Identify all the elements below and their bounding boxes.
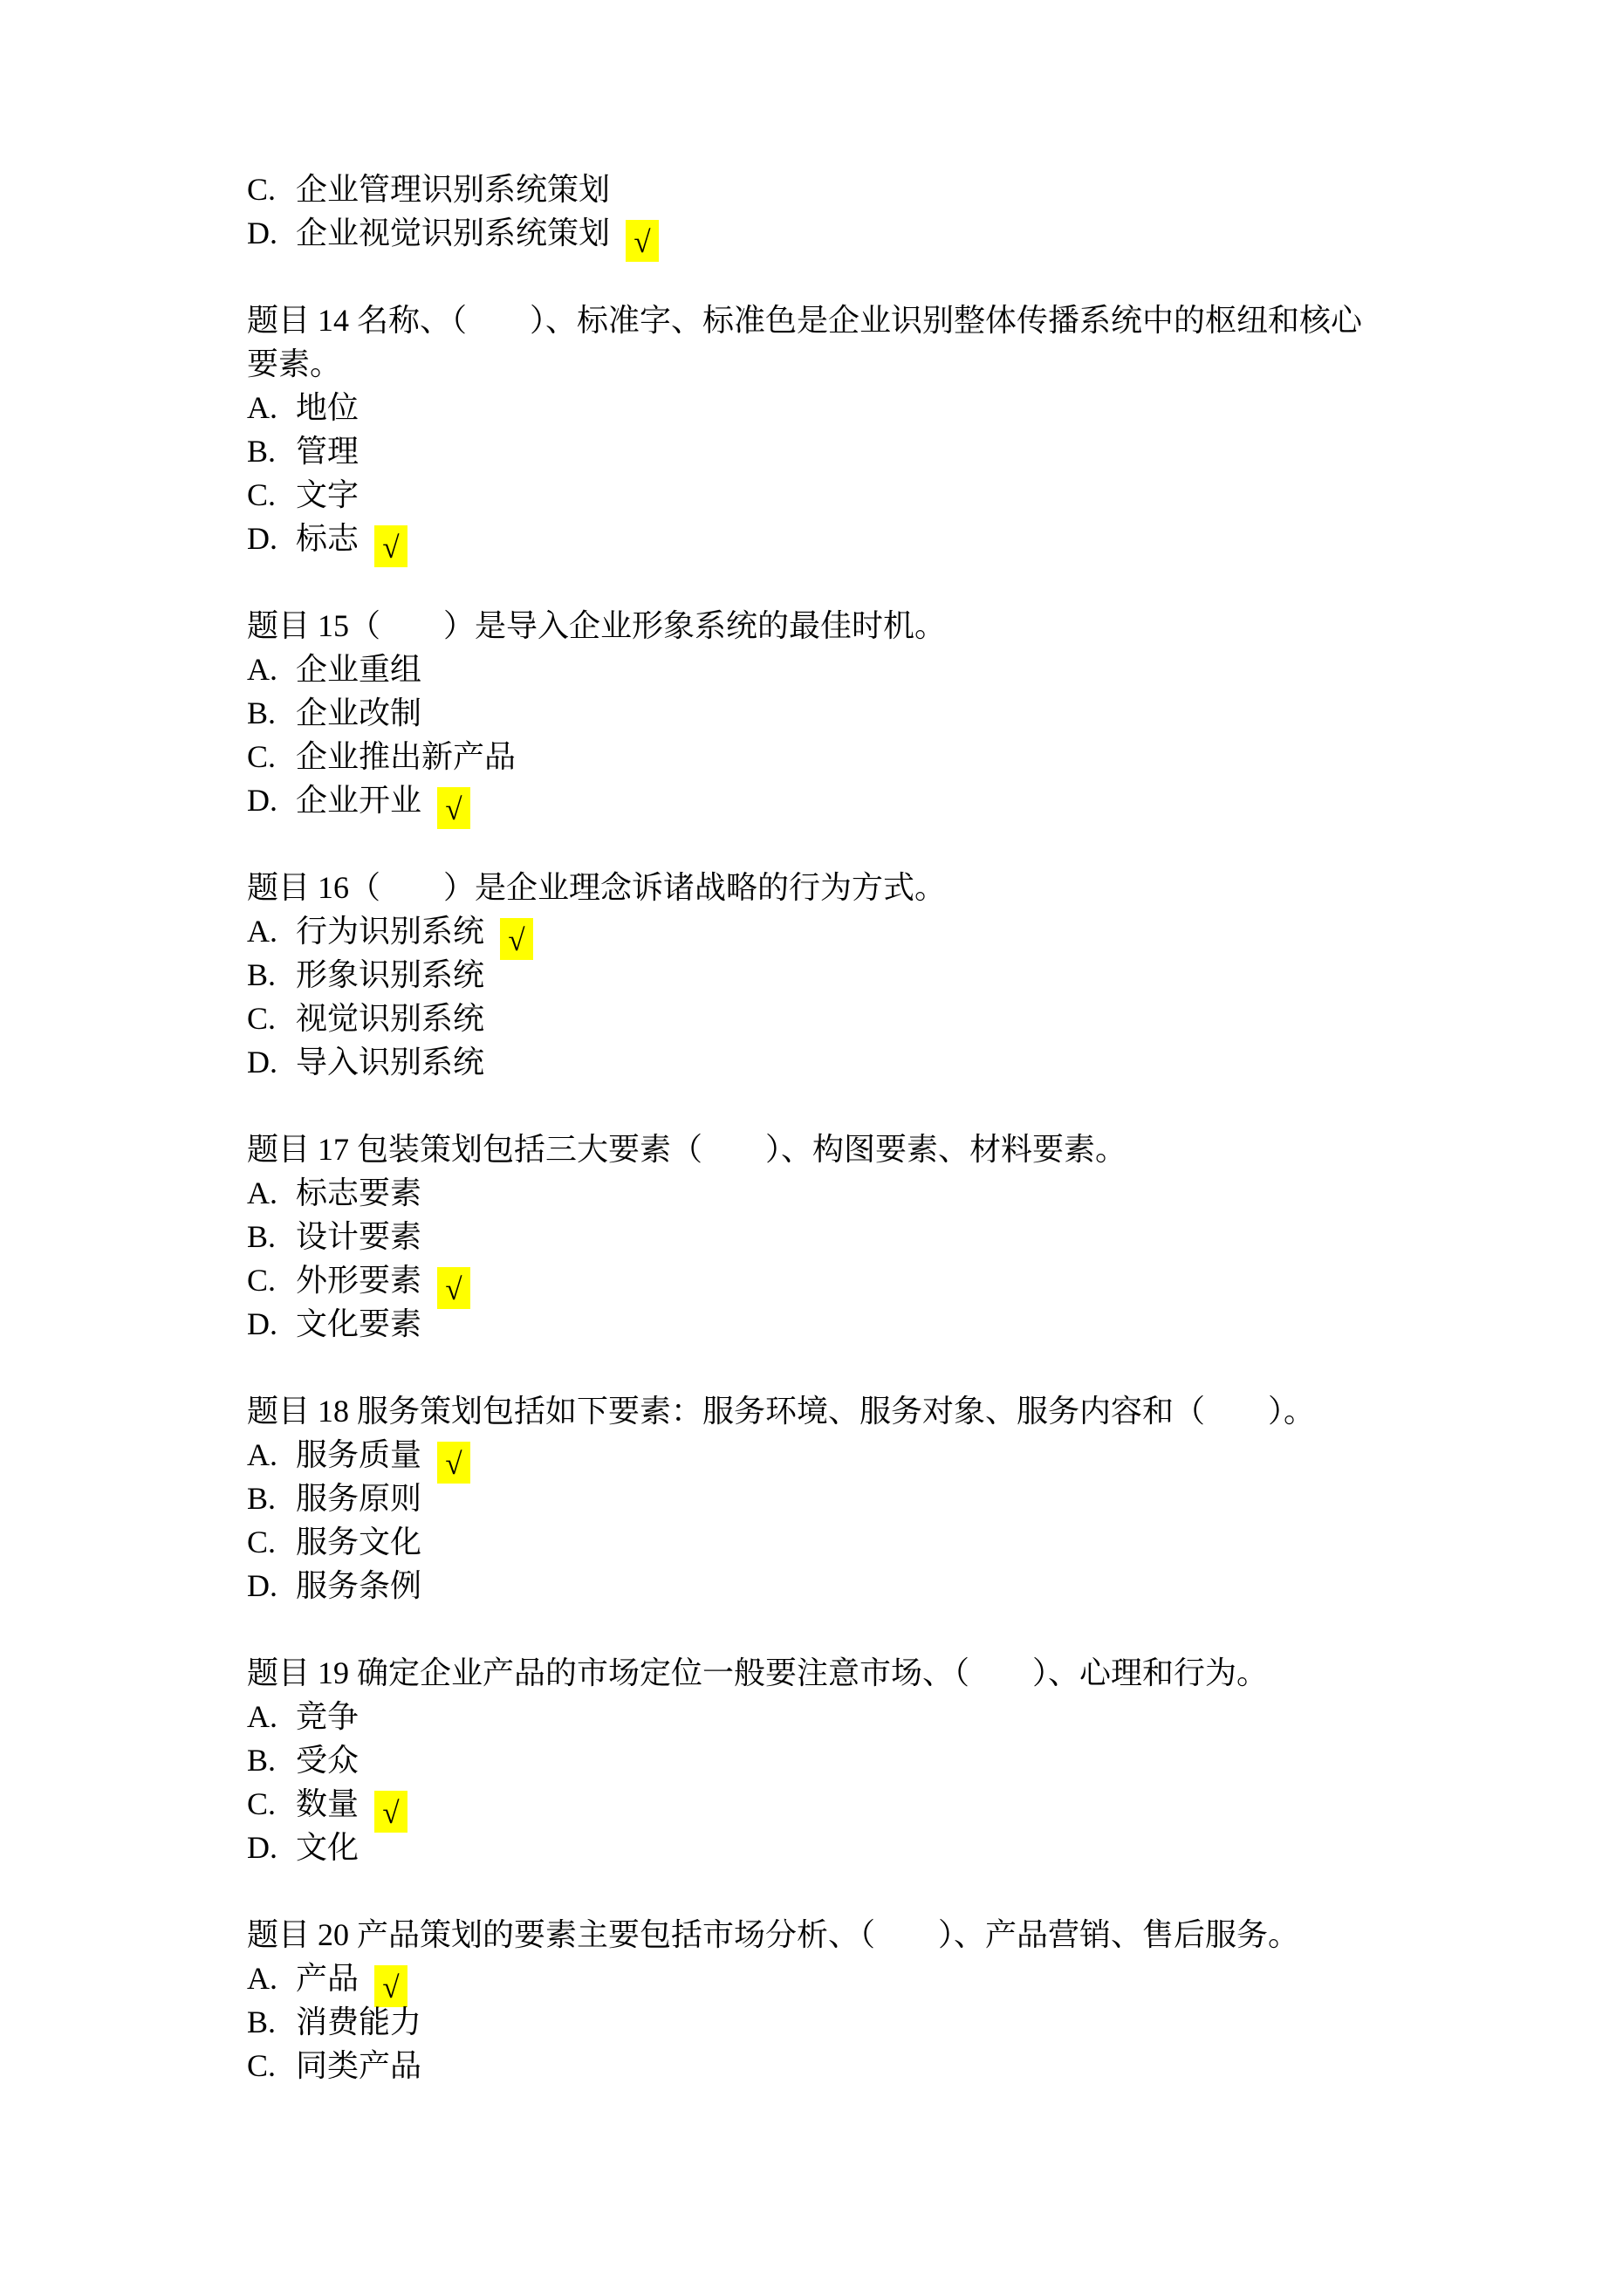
option-line bbox=[247, 691, 1381, 735]
option-line bbox=[247, 1477, 1381, 1520]
option-line bbox=[247, 1695, 1381, 1738]
option-label: B. bbox=[247, 1219, 277, 1254]
answer-check-highlight bbox=[500, 918, 533, 960]
option-text: 地位 bbox=[296, 390, 360, 425]
option-label: B. bbox=[247, 2005, 277, 2039]
option-text: 服务质量 bbox=[296, 1437, 422, 1472]
question-title-line: 题目 17 包装策划包括三大要素（ ）、构图要素、材料要素。 bbox=[247, 1132, 1127, 1167]
option-text: 服务文化 bbox=[296, 1525, 422, 1559]
option-label: A. bbox=[247, 390, 277, 425]
option-label: C. bbox=[247, 477, 277, 512]
option-line bbox=[247, 778, 1381, 826]
option-line bbox=[247, 953, 1381, 997]
option-label: A. bbox=[247, 1961, 277, 1996]
question-18 bbox=[247, 1389, 1381, 1607]
check-icon: √ bbox=[445, 1272, 462, 1306]
option-text: 形象识别系统 bbox=[296, 957, 485, 992]
option-line bbox=[247, 1520, 1381, 1564]
option-text: 服务条例 bbox=[296, 1568, 422, 1603]
option-line bbox=[247, 1782, 1381, 1830]
check-icon: √ bbox=[382, 1796, 400, 1830]
option-text: 企业管理识别系统策划 bbox=[296, 172, 611, 207]
question-title-line: 题目 18 服务策划包括如下要素：服务环境、服务对象、服务内容和（ ）。 bbox=[247, 1394, 1316, 1429]
answer-check-highlight bbox=[374, 525, 407, 567]
option-line bbox=[247, 2000, 1381, 2044]
option-label: D. bbox=[247, 1045, 277, 1079]
option-line bbox=[247, 1215, 1381, 1258]
answer-check-highlight bbox=[626, 220, 659, 262]
question-title-line: 题目 15（ ）是导入企业形象系统的最佳时机。 bbox=[247, 608, 947, 643]
option-label: A. bbox=[247, 652, 277, 687]
check-icon: √ bbox=[382, 531, 400, 565]
option-label: D. bbox=[247, 521, 277, 556]
option-text: 同类产品 bbox=[296, 2048, 422, 2083]
option-line bbox=[247, 1258, 1381, 1306]
option-line bbox=[247, 997, 1381, 1040]
option-label: D. bbox=[247, 1568, 277, 1603]
option-line bbox=[247, 429, 1381, 473]
question-20 bbox=[247, 1913, 1381, 2087]
option-text: 企业视觉识别系统策划 bbox=[296, 216, 611, 250]
option-label: A. bbox=[247, 914, 277, 949]
answer-check-highlight bbox=[437, 1442, 470, 1484]
option-line bbox=[247, 473, 1381, 517]
check-icon: √ bbox=[445, 792, 462, 826]
option-text: 标志 bbox=[296, 521, 360, 556]
question-title-line: 题目 14 名称、（ ）、标准字、标准色是企业识别整体传播系统中的枢纽和核心 bbox=[247, 303, 1363, 338]
option-line bbox=[247, 1957, 1381, 2005]
check-icon: √ bbox=[633, 225, 651, 259]
option-label: D. bbox=[247, 1830, 277, 1865]
option-line bbox=[247, 1826, 1381, 1869]
option-text: 企业重组 bbox=[296, 652, 422, 687]
option-label: B. bbox=[247, 434, 277, 469]
option-text: 文字 bbox=[296, 477, 360, 512]
check-icon: √ bbox=[382, 1970, 400, 2005]
option-text: 视觉识别系统 bbox=[296, 1001, 485, 1036]
option-line bbox=[247, 1738, 1381, 1782]
option-label: B. bbox=[247, 1481, 277, 1516]
option-line bbox=[247, 168, 1381, 211]
answer-check-highlight bbox=[437, 1267, 470, 1309]
option-label: B. bbox=[247, 1743, 277, 1778]
option-line bbox=[247, 735, 1381, 778]
option-text: 管理 bbox=[296, 434, 360, 469]
option-line bbox=[247, 1433, 1381, 1481]
check-icon: √ bbox=[508, 923, 525, 957]
question-17 bbox=[247, 1127, 1381, 1346]
option-line bbox=[247, 211, 1381, 259]
option-text: 消费能力 bbox=[296, 2005, 422, 2039]
option-text: 行为识别系统 bbox=[296, 914, 485, 949]
option-line bbox=[247, 2044, 1381, 2087]
option-label: C. bbox=[247, 739, 277, 774]
option-label: D. bbox=[247, 216, 277, 250]
option-label: C. bbox=[247, 1525, 277, 1559]
option-label: C. bbox=[247, 2048, 277, 2083]
option-label: C. bbox=[247, 1786, 277, 1821]
option-label: A. bbox=[247, 1175, 277, 1210]
option-text: 企业改制 bbox=[296, 696, 422, 730]
option-label: C. bbox=[247, 1263, 277, 1298]
question-16 bbox=[247, 866, 1381, 1084]
option-label: B. bbox=[247, 696, 277, 730]
answer-check-highlight bbox=[437, 787, 470, 829]
option-line bbox=[247, 1302, 1381, 1346]
option-text: 企业推出新产品 bbox=[296, 739, 517, 774]
option-text: 外形要素 bbox=[296, 1263, 422, 1298]
option-text: 产品 bbox=[296, 1961, 360, 1996]
option-text: 文化要素 bbox=[296, 1306, 422, 1341]
option-label: C. bbox=[247, 172, 277, 207]
option-line bbox=[247, 909, 1381, 957]
question-title-line: 题目 19 确定企业产品的市场定位一般要注意市场、（ ）、心理和行为。 bbox=[247, 1655, 1269, 1690]
question-title-line: 题目 16（ ）是企业理念诉诸战略的行为方式。 bbox=[247, 870, 947, 905]
option-text: 数量 bbox=[296, 1786, 360, 1821]
option-text: 受众 bbox=[296, 1743, 360, 1778]
answer-check-highlight bbox=[374, 1791, 407, 1833]
option-label: D. bbox=[247, 783, 277, 818]
option-label: B. bbox=[247, 957, 277, 992]
option-label: D. bbox=[247, 1306, 277, 1341]
option-line bbox=[247, 386, 1381, 429]
option-text: 设计要素 bbox=[296, 1219, 422, 1254]
option-text: 服务原则 bbox=[296, 1481, 422, 1516]
question-14 bbox=[247, 298, 1381, 565]
quiz-content bbox=[247, 168, 1381, 2131]
option-line bbox=[247, 517, 1381, 565]
question-13-partial bbox=[247, 168, 1381, 259]
option-text: 导入识别系统 bbox=[296, 1045, 485, 1079]
option-label: A. bbox=[247, 1699, 277, 1734]
option-text: 竞争 bbox=[296, 1699, 360, 1734]
option-text: 文化 bbox=[296, 1830, 360, 1865]
option-text: 企业开业 bbox=[296, 783, 422, 818]
option-line bbox=[247, 648, 1381, 691]
option-line bbox=[247, 1040, 1381, 1084]
question-19 bbox=[247, 1651, 1381, 1869]
option-label: A. bbox=[247, 1437, 277, 1472]
option-text: 标志要素 bbox=[296, 1175, 422, 1210]
option-line bbox=[247, 1171, 1381, 1215]
option-line bbox=[247, 1564, 1381, 1607]
question-15 bbox=[247, 604, 1381, 826]
question-title-line: 要素。 bbox=[247, 346, 342, 381]
option-label: C. bbox=[247, 1001, 277, 1036]
question-title-line: 题目 20 产品策划的要素主要包括市场分析、（ ）、产品营销、售后服务。 bbox=[247, 1917, 1300, 1952]
check-icon: √ bbox=[445, 1447, 462, 1481]
